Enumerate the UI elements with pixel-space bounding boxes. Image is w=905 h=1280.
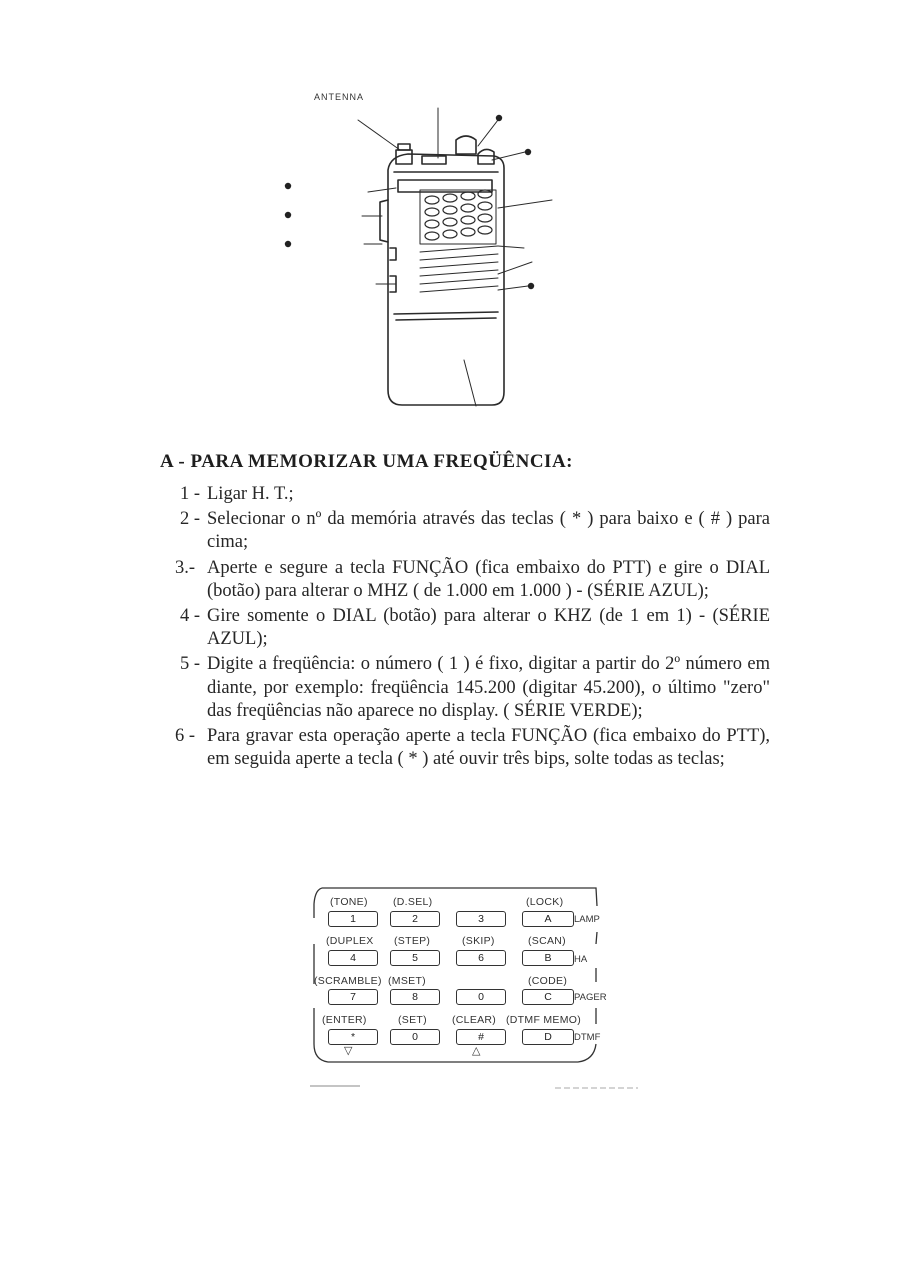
- step-5: [180, 653, 770, 723]
- step-text: Selecionar o nº da memória através das teclas ( * ) para baixo e ( # ) para cima;: [207, 509, 770, 553]
- step-number: 2 -: [180, 509, 201, 530]
- key-hash[interactable]: #: [456, 1029, 506, 1045]
- step-number: 6 -: [175, 726, 196, 747]
- step-number: 3.-: [175, 557, 196, 578]
- key-label-skip: (SKIP): [462, 935, 495, 947]
- keypad-diagram: [300, 884, 620, 1068]
- key-9[interactable]: 0: [456, 989, 506, 1005]
- key-d[interactable]: D: [522, 1029, 574, 1045]
- radio-illustration: [270, 80, 570, 420]
- step-3: [175, 557, 770, 603]
- key-c[interactable]: C: [522, 989, 574, 1005]
- side-label-ha: HA: [574, 954, 588, 965]
- step-number: 5 -: [180, 654, 201, 675]
- step-number: 4 -: [180, 606, 201, 627]
- key-label-scan: (SCAN): [528, 935, 566, 947]
- arrow-down-icon: ▽: [344, 1044, 353, 1057]
- key-star[interactable]: *: [328, 1029, 378, 1045]
- side-label-pager: PAGER: [574, 992, 607, 1003]
- step-text: Digite a freqüência: o número ( 1 ) é fixo, digitar a partir do 2º número em diante, por exemplo: freqüência 145.200 (digitar 45.200), o último "zero" das freqüências não aparece no display. ( SÉRIE VERDE);: [207, 654, 770, 721]
- side-label-dtmf: DTMF: [574, 1032, 601, 1043]
- key-0[interactable]: 0: [390, 1029, 440, 1045]
- step-text: Para gravar esta operação aperte a tecla FUNÇÃO (fica embaixo do PTT), em seguida aperte a tecla ( * ) até ouvir três bips, solte todas as teclas;: [207, 726, 770, 770]
- key-3[interactable]: 3: [456, 911, 506, 927]
- step-4: [180, 605, 770, 651]
- key-b[interactable]: B: [522, 950, 574, 966]
- key-label-step: (STEP): [394, 935, 431, 947]
- key-2[interactable]: 2: [390, 911, 440, 927]
- key-1[interactable]: 1: [328, 911, 378, 927]
- key-6[interactable]: 6: [456, 950, 506, 966]
- key-7[interactable]: 7: [328, 989, 378, 1005]
- step-text: Aperte e segure a tecla FUNÇÃO (fica embaixo do PTT) e gire o DIAL (botão) para alterar o MHZ ( de 1.000 em 1.000 ) - (SÉRIE AZUL);: [207, 557, 770, 601]
- key-label-code: (CODE): [528, 975, 568, 987]
- arrow-up-icon: △: [472, 1044, 481, 1057]
- key-label-dtmf-memo: (DTMF MEMO): [506, 1014, 582, 1026]
- key-label-lock: (LOCK): [526, 896, 564, 908]
- key-label-clear: (CLEAR): [452, 1014, 497, 1026]
- key-label-enter: (ENTER): [322, 1014, 367, 1026]
- key-label-scramble: (SCRAMBLE): [314, 975, 382, 987]
- key-a[interactable]: A: [522, 911, 574, 927]
- key-label-mset: (MSET): [388, 975, 426, 987]
- section-heading: A - PARA MEMORIZAR UMA FREQÜÊNCIA:: [160, 451, 573, 472]
- step-2: [180, 508, 770, 554]
- step-text: Gire somente o DIAL (botão) para alterar o KHZ (de 1 em 1) - (SÉRIE AZUL);: [207, 606, 770, 650]
- key-8[interactable]: 8: [390, 989, 440, 1005]
- key-label-tone: (TONE): [330, 896, 368, 908]
- step-number: 1 -: [180, 484, 201, 504]
- key-5[interactable]: 5: [390, 950, 440, 966]
- key-label-duplex: (DUPLEX: [326, 935, 374, 947]
- antenna-label: ANTENNA: [314, 92, 365, 102]
- step-1: [180, 483, 770, 506]
- key-label-dsel: (D.SEL): [393, 896, 433, 908]
- key-4[interactable]: 4: [328, 950, 378, 966]
- step-6: [175, 725, 770, 771]
- step-text: Ligar H. T.;: [207, 484, 294, 504]
- side-label-lamp: LAMP: [574, 914, 600, 925]
- key-label-set: (SET): [398, 1014, 427, 1026]
- scan-marks: [300, 1080, 660, 1094]
- instruction-list: [175, 483, 770, 771]
